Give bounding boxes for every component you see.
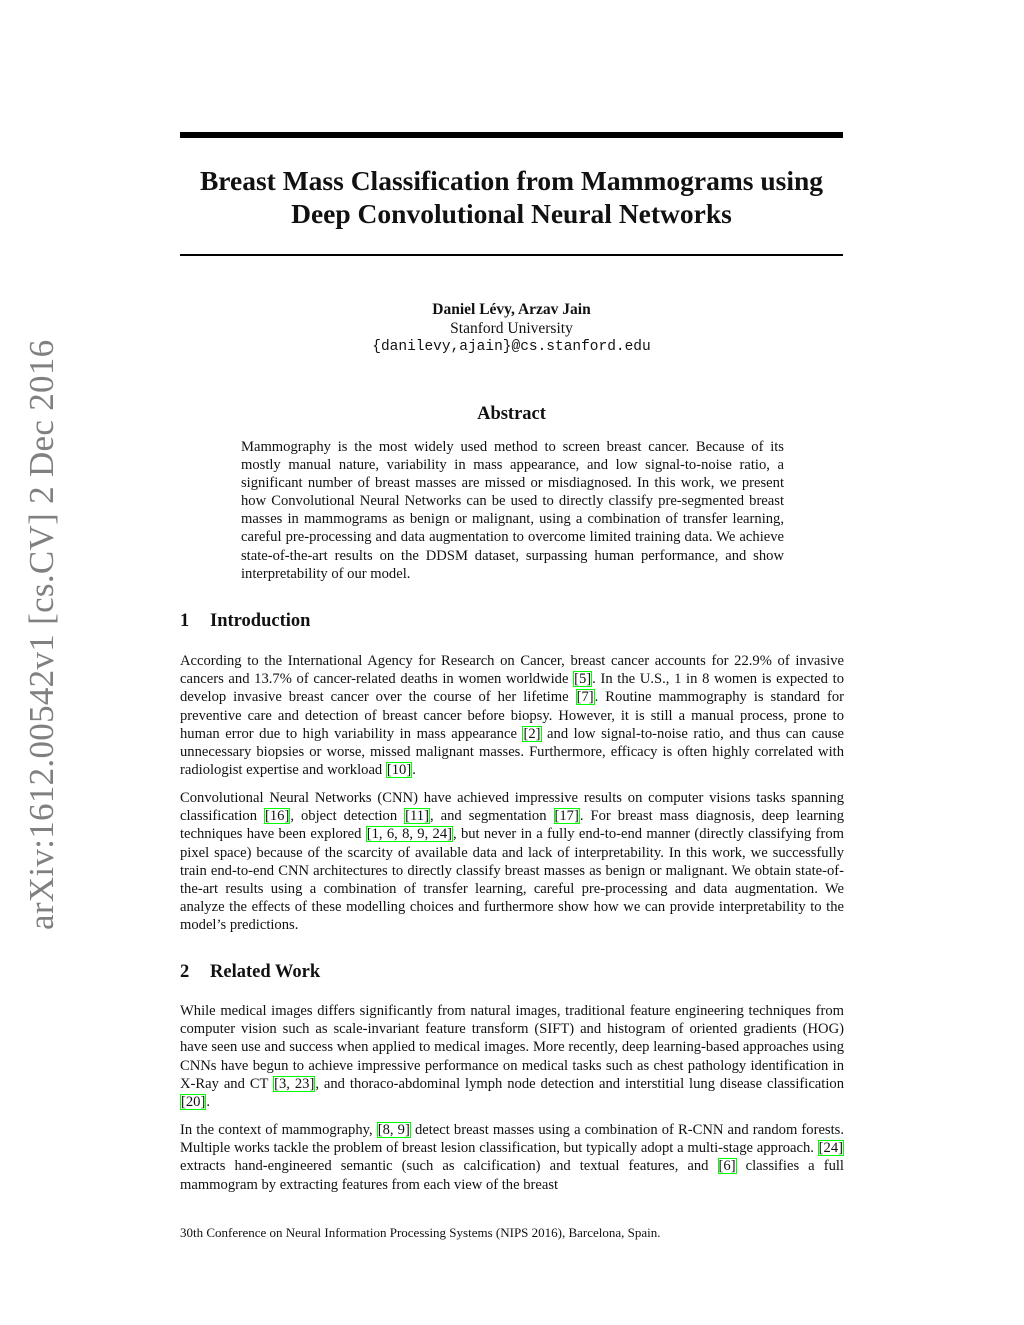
paragraph-text: In the context of mammography, [180, 1122, 377, 1138]
section-number: 1 [180, 611, 190, 631]
abstract-text: Mammography is the most widely used method to screen breast cancer. Because of its mostly manual nature, variability in mass appearance, and low signal-to-noise ratio, a significant number of breast masses are missed or misdiagnosed. In this work, we present how Convolutional Neural Networks can be used to directly classify pre-segmented breast masses in mammograms as benign or malignant, using a combination of transfer learning, careful pre-processing and data augmentation to overcome limited training data. We achieve state-of-the-art results on the DDSM dataset, surpassing human performance, and show interpretability of our model. [241, 439, 784, 582]
citation-link[interactable]: [2] [523, 725, 541, 742]
paper-title [180, 164, 843, 230]
paragraph-text: , and thoraco-abdominal lymph node detection and interstitial lung disease classification [315, 1075, 844, 1092]
section-heading-related-work [180, 961, 843, 983]
paragraph-text: Convolutional Neural Networks (CNN) have achieved impressive results on computer visions tasks spanning classification [180, 790, 844, 825]
title-top-rule [180, 132, 843, 138]
citation-link[interactable]: [7] [576, 689, 594, 706]
citation-link[interactable]: [5] [574, 671, 592, 688]
section-title: Introduction [210, 611, 311, 631]
paragraph-text: According to the International Agency for Research on Cancer, breast cancer accounts for 22.9% of invasive cancers and 13.7% of cancer-related deaths in women worldwide [180, 653, 844, 688]
paragraph-text: , and segmentation [429, 808, 554, 825]
citation-link[interactable]: [16] [265, 808, 290, 825]
paragraph-text: . [206, 1094, 210, 1111]
conference-footnote: 30th Conference on Neural Information Processing Systems (NIPS 2016), Barcelona, Spain. [180, 1225, 661, 1240]
paragraph-text: extracts hand-engineered semantic (such as calcification) and textual features, and [180, 1158, 718, 1175]
paragraph-text: detect breast masses using a combination of R-CNN and random forests. Multiple works tackle the problem of breast lesion classification, but typically adopt a multi-stage approach. [180, 1122, 844, 1157]
citation-link[interactable]: [10] [386, 762, 412, 779]
citation-link[interactable]: [20] [181, 1094, 206, 1111]
author-names: Daniel Lévy, Arzav Jain [432, 301, 591, 318]
paragraph-text: . Routine mammography is standard for preventive care and detection of breast cancer before biopsy. However, it is still a manual process, prone to human error due to high variability in mass appearance [180, 689, 844, 742]
paragraph-text: , object detection [290, 808, 405, 825]
intro-paragraph-1 [180, 652, 844, 779]
citation-link[interactable]: [8, 9] [377, 1122, 410, 1138]
citation-link[interactable]: [24] [818, 1140, 843, 1157]
paragraph-text: and low signal-to-noise ratio, and thus can cause unnecessary biopsies or worse, missed malignant masses. Furthermore, efficacy is often highly correlated with radiologist expertise and workload [180, 725, 844, 779]
intro-paragraph-2 [180, 789, 844, 935]
section-title: Related Work [210, 962, 321, 982]
title-line-1: Breast Mass Classification from Mammograms using [199, 165, 824, 196]
section-heading-introduction [180, 610, 843, 632]
citation-link[interactable]: [17] [554, 808, 579, 825]
paragraph-text: . For breast mass diagnosis, deep learning techniques have been explored [180, 808, 844, 843]
section-number: 2 [180, 962, 190, 982]
paragraph-text: While medical images differs significantly from natural images, traditional feature engineering techniques from computer vision such as scale-invariant feature transform (SIFT) and histogram of oriented gradients (HOG) have seen use and success when applied to medical images. More recently, deep learning-based approaches using CNNs have begun to achieve impressive performance on medical tasks such as chest pathology identification in X-Ray and CT [180, 1003, 844, 1092]
abstract-heading: Abstract [477, 404, 546, 424]
paragraph-text: classifies a full mammogram by extracting features from each view of the breast [180, 1158, 844, 1193]
paragraph-text: . [412, 762, 416, 779]
paragraph-text: . In the U.S., 1 in 8 women is expected to develop invasive breast cancer over the course of her lifetime [180, 671, 844, 706]
author-block [180, 300, 843, 357]
citation-link[interactable]: [3, 23] [274, 1075, 315, 1092]
author-email[interactable]: {danilevy,ajain}@cs.stanford.edu [372, 339, 651, 355]
citation-link[interactable]: [6] [718, 1158, 736, 1175]
related-work-paragraph-1 [180, 1002, 844, 1111]
author-affiliation: Stanford University [450, 320, 573, 337]
title-bottom-rule [180, 254, 843, 256]
arxiv-identifier-stamp: arXiv:1612.00542v1 [cs.CV] 2 Dec 2016 [22, 339, 61, 930]
related-work-paragraph-2 [180, 1121, 844, 1194]
citation-link[interactable]: [1, 6, 8, 9, 24] [366, 826, 452, 843]
title-line-2: Deep Convolutional Neural Networks [291, 198, 732, 229]
paragraph-text: , but never in a fully end-to-end manner (directly classifying from pixel space) because of the scarcity of available data and lack of interpretability. In this work, we successfully train end-to-end CNN architectures to directly classify breast masses as benign or malignant. We obtain state-of-the-art results using a combination of transfer learning, careful pre-processing and data augmentation. We analyze the effects of these modelling choices and furthermore show how we can provide interpretability to the model’s predictions. [180, 826, 844, 934]
citation-link[interactable]: [11] [405, 808, 429, 825]
